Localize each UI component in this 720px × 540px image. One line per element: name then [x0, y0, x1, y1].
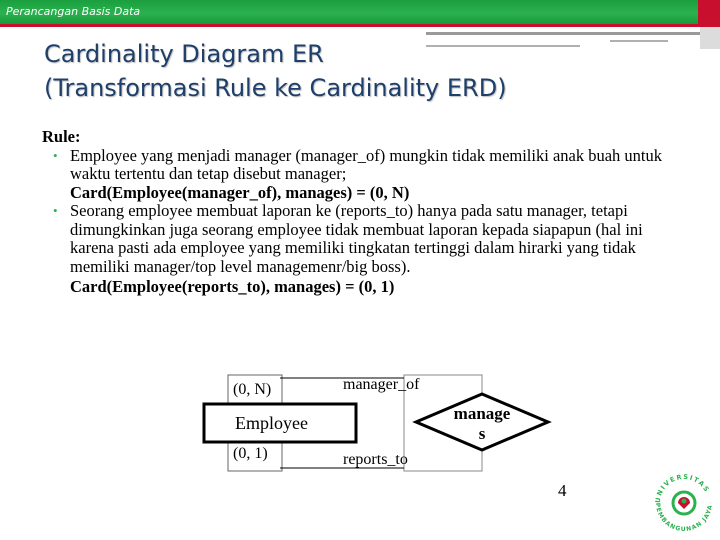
- course-name: Perancangan Basis Data: [6, 5, 141, 18]
- bullet-icon: •: [53, 203, 58, 218]
- slide-title-line1: Cardinality Diagram ER: [44, 40, 324, 68]
- cardinality-bottom: (0, 1): [233, 445, 268, 462]
- bullet-text: Seorang employee membuat laporan ke (reports_to) hanya pada satu manager, tetapi dimungkinkan juga seorang employee tidak membuat laporan kepada siapapun (hal ini karena pasti ada employee yang memiliki tingkatan tertinggi dalam hirarki yang tidak memiliki manager/top level managemenr/big boss).: [70, 201, 643, 276]
- page-number: 4: [558, 481, 567, 500]
- bullet-text: Employee yang menjadi manager (manager_of) mungkin tidak memiliki anak buah untuk waktu tertentu dan tetap disebut manager;: [70, 145, 662, 183]
- role-label-bottom: reports_to: [343, 451, 408, 468]
- bullet-icon: •: [53, 147, 58, 163]
- relationship-label-line2: s: [478, 424, 486, 443]
- relationship-label-line1: manage: [453, 404, 511, 423]
- entity-label: Employee: [235, 413, 308, 433]
- cardinality-top: (0, N): [233, 381, 272, 398]
- role-label-top: manager_of: [343, 376, 420, 393]
- rule-heading: Rule:: [42, 127, 81, 146]
- svg-text:UNIVERSITAS: UNIVERSITAS: [653, 472, 712, 504]
- cardinality-statement: Card(Employee(manager_of), manages) = (0, N): [70, 182, 410, 202]
- relationship-label: [440, 404, 524, 444]
- svg-text:PEMBANGUNAN JAYA: PEMBANGUNAN JAYA: [653, 502, 715, 534]
- cardinality-statement: Card(Employee(reports_to), manages) = (0, 1): [70, 277, 395, 296]
- slide-title-line2: (Transformasi Rule ke Cardinality ERD): [44, 74, 507, 102]
- university-logo: [650, 465, 718, 537]
